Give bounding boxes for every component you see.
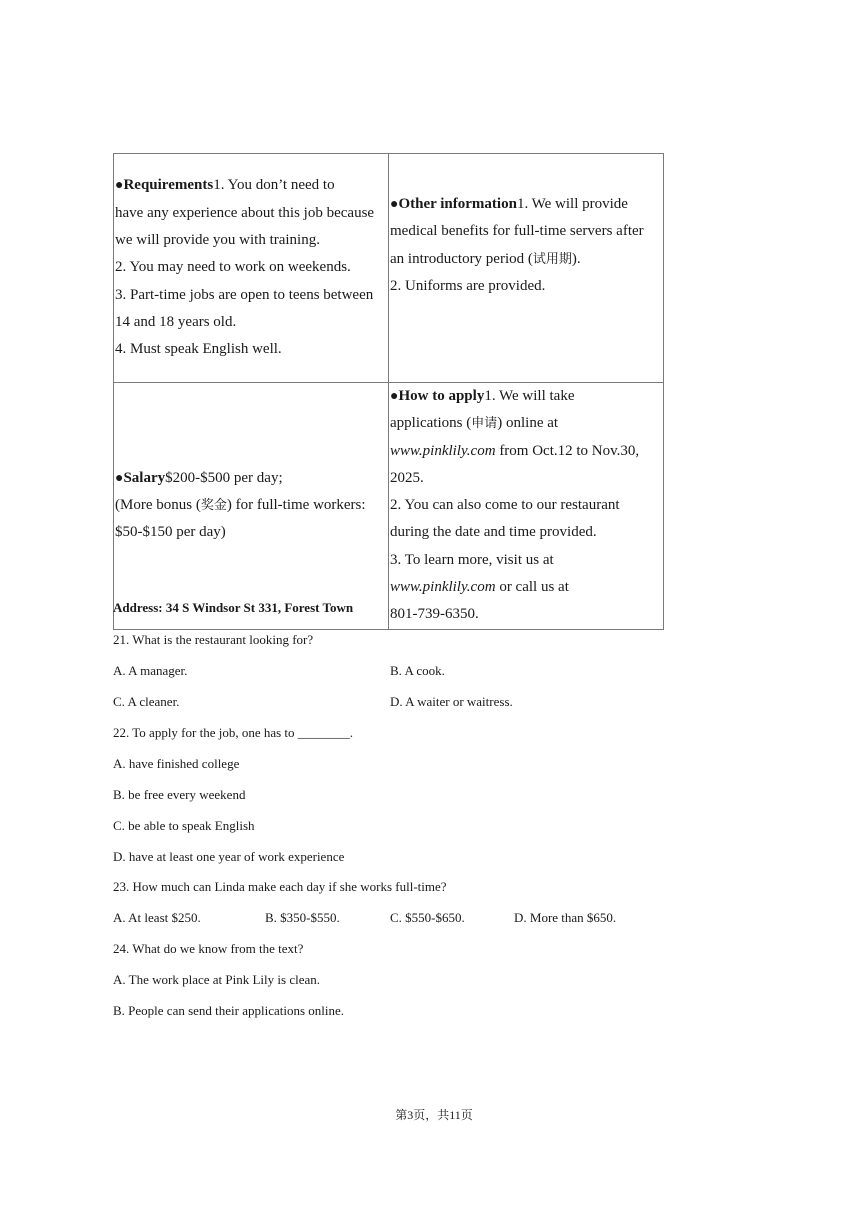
option-23-a: A. At least $250. — [113, 910, 201, 925]
option-22-b: B. be free every weekend — [113, 787, 246, 802]
option-21-b: B. A cook. — [390, 663, 445, 678]
option-23-d: D. More than $650. — [514, 910, 617, 925]
option-23-c: C. $550-$650. — [390, 910, 465, 925]
option-23-b: B. $350-$550. — [265, 910, 340, 925]
option-21-d: D. A waiter or waitress. — [390, 694, 513, 709]
requirements-line: 4. Must speak English well. — [115, 341, 282, 358]
salary-cell — [114, 383, 389, 630]
cjk-term: 试用期 — [532, 251, 572, 267]
how-to-apply-line: 2. You can also come to our restaurant — [390, 497, 620, 514]
option-24-b: B. People can send their applications online. — [113, 1003, 345, 1018]
requirements-line: we will provide you with training. — [115, 232, 320, 249]
website-link[interactable]: www.pinklily.com — [390, 579, 496, 596]
requirements-heading: Requirements — [123, 177, 214, 194]
cjk-term: 申请 — [471, 416, 498, 432]
job-info-table — [113, 153, 664, 630]
bullet-icon: ● — [390, 197, 399, 212]
requirements-line: 2. You may need to work on weekends. — [115, 259, 351, 276]
other-information-line: 2. Uniforms are provided. — [390, 277, 546, 294]
how-to-apply-line: 2025. — [390, 469, 424, 486]
question-23: 23. How much can Linda make each day if she works full-time? — [113, 879, 447, 894]
salary-line: (More bonus ( — [115, 497, 201, 514]
salary-line: ) for full-time workers: — [226, 497, 366, 514]
salary-line: $200-$500 per day; — [165, 469, 283, 486]
how-to-apply-heading: How to apply — [398, 388, 485, 404]
salary-line: $50-$150 per day) — [115, 524, 226, 541]
requirements-line: 1. You don’t need to — [213, 177, 335, 194]
other-information-line: an introductory period ( — [390, 250, 533, 267]
option-22-d: D. have at least one year of work experience — [113, 849, 345, 864]
how-to-apply-line: 3. To learn more, visit us at — [390, 551, 554, 568]
question-22: 22. To apply for the job, one has to ________. — [113, 725, 354, 740]
other-information-line: medical benefits for full-time servers after — [390, 223, 644, 240]
requirements-line: 3. Part-time jobs are open to teens between — [115, 286, 374, 303]
address-line: Address: 34 S Windsor St 331, Forest Town — [113, 600, 354, 615]
other-information-line: 1. We will provide — [516, 196, 628, 212]
option-22-c: C. be able to speak English — [113, 818, 255, 833]
how-to-apply-line: ) online at — [497, 415, 559, 432]
other-information-cell — [389, 154, 664, 383]
question-21: 21. What is the restaurant looking for? — [113, 632, 314, 647]
option-24-a: A. The work place at Pink Lily is clean. — [113, 972, 320, 987]
how-to-apply-line: or call us at — [495, 579, 569, 596]
page-footer: 第3页，共11页 — [395, 1108, 473, 1122]
how-to-apply-line: 1. We will take — [484, 388, 575, 404]
bullet-icon: ● — [115, 178, 124, 194]
how-to-apply-line: applications ( — [390, 415, 472, 432]
how-to-apply-line: during the date and time provided. — [390, 524, 597, 541]
requirements-line: 14 and 18 years old. — [115, 313, 237, 330]
phone-number: 801-739-6350. — [390, 606, 479, 623]
other-information-heading: Other information — [398, 196, 517, 212]
salary-heading: Salary — [123, 469, 166, 486]
bullet-icon: ● — [115, 470, 124, 486]
requirements-line: have any experience about this job because — [115, 204, 375, 221]
how-to-apply-cell — [389, 383, 664, 630]
cjk-term: 奖金 — [200, 498, 227, 514]
requirements-cell — [114, 154, 389, 383]
option-21-c: C. A cleaner. — [113, 694, 180, 709]
how-to-apply-line: from Oct.12 to Nov.30, — [495, 442, 640, 459]
question-24: 24. What do we know from the text? — [113, 941, 304, 956]
website-link[interactable]: www.pinklily.com — [390, 442, 496, 459]
other-information-line: ). — [571, 250, 581, 267]
option-21-a: A. A manager. — [113, 663, 188, 678]
option-22-a: A. have finished college — [113, 756, 240, 771]
bullet-icon: ● — [390, 389, 399, 404]
